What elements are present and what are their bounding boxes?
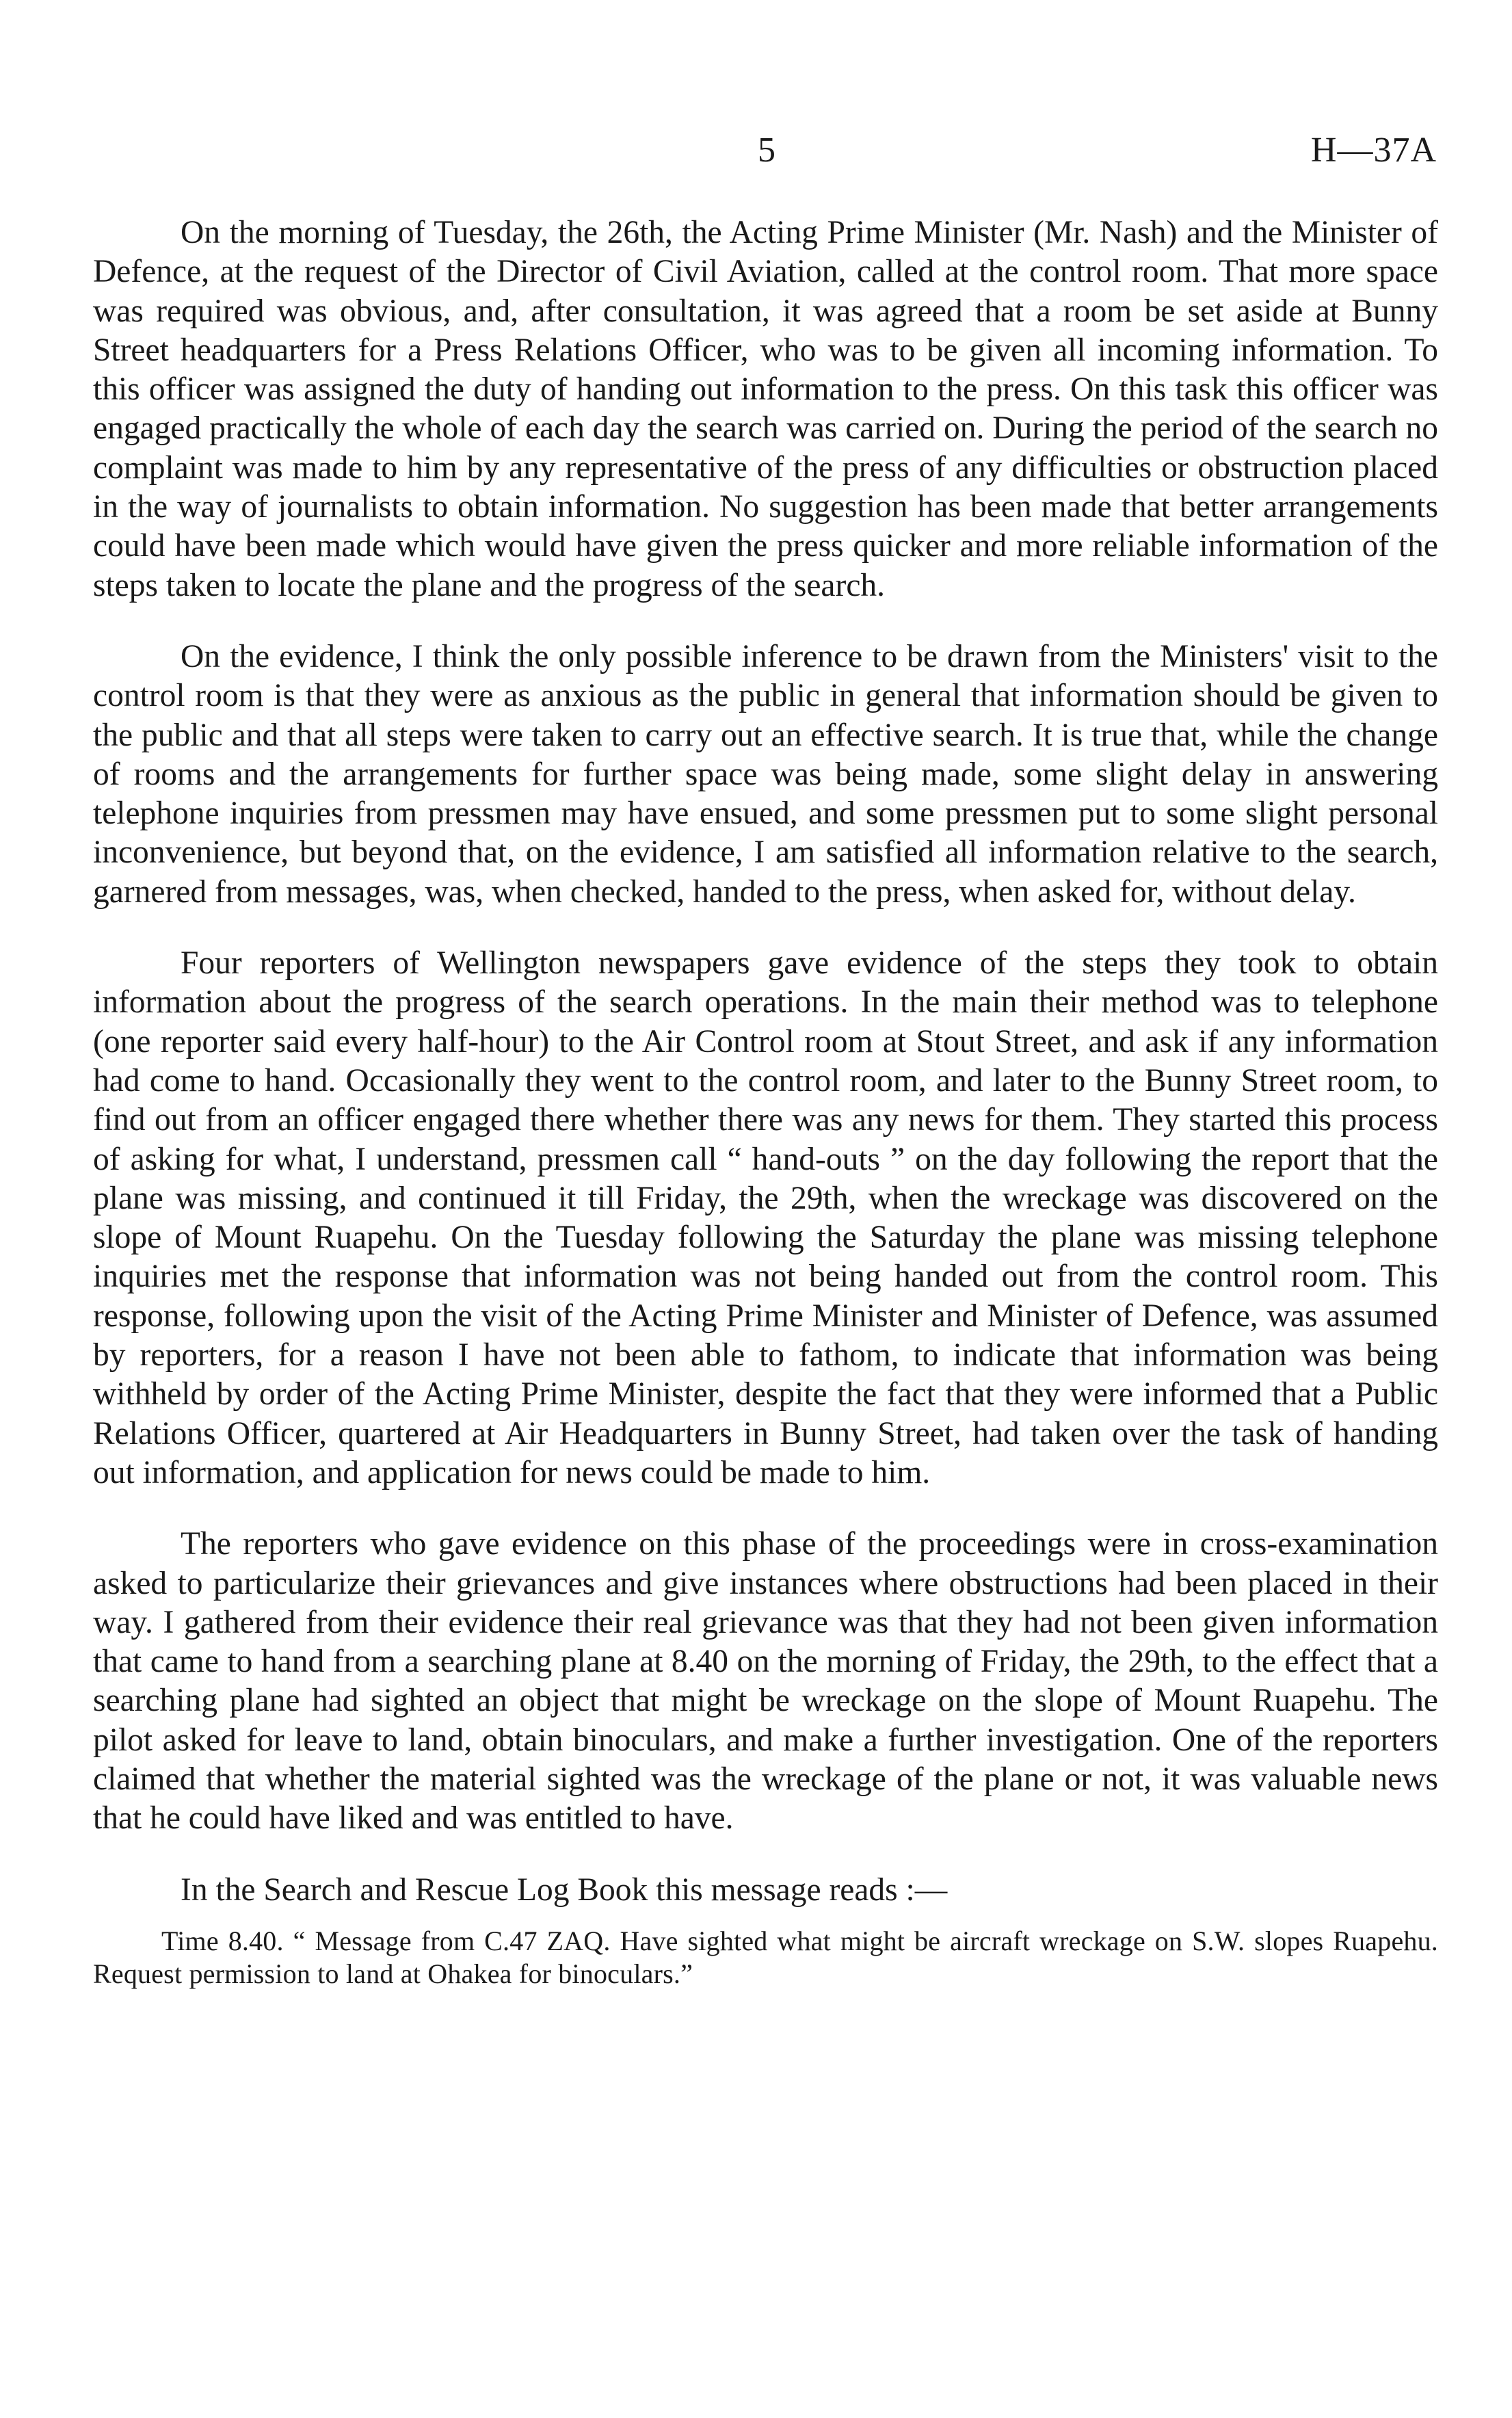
document-body xyxy=(93,213,1438,1990)
paragraph-reporters-evidence: Four reporters of Wellington newspapers gave evidence of the steps they took to obtain information about the progress of the search operations. In the main their method was to telephone (one reporter said every half-hour) to the Air Control room at Stout Street, and ask if any information had come to hand. Occasionally they went to the control room, and later to the Bunny Street room, to find out from an officer engaged there whether there was any news for them. They started this process of asking for what, I understand, pressmen call “ hand-outs ” on the day following the report that the plane was missing, and continued it till Friday, the 29th, when the wreckage was discovered on the slope of Mount Ruapehu. On the Tuesday following the Saturday the plane was missing telephone inquiries met the response that information was not being handed out from the control room. This response, following upon the visit of the Acting Prime Minister and Minister of Defence, was assumed by reporters, for a reason I have not been able to fathom, to indicate that information was being withheld by order of the Acting Prime Minister, despite the fact that they were informed that a Public Relations Officer, quartered at Air Headquarters in Bunny Street, had taken over the task of handing out information, and application for news could be made to him. xyxy=(93,945,1438,1490)
paragraph-reporters-grievance: The reporters who gave evidence on this phase of the proceedings were in cross-examination asked to particularize their grievances and give instances where obstructions had been placed in their way. I gathered from their evidence their real grievance was that they had not been given information that came to hand from a searching plane at 8.40 on the morning of Friday, the 29th, to the effect that a searching plane had sighted an object that might be wreckage on the slope of Mount Ruapehu. The pilot asked for leave to land, obtain binoculars, and make a further investigation. One of the reporters claimed that whether the material sighted was the wreckage of the plane or not, it was valuable news that he could have liked and was entitled to have. xyxy=(93,1526,1438,1837)
log-book-entry-quote: Time 8.40. “ Message from C.47 ZAQ. Have sighted what might be aircraft wreckage on S.W. slopes Ruapehu. Request permission to land at Ohakea for binoculars.” xyxy=(93,1925,1438,1989)
page-header xyxy=(0,130,1512,178)
paragraph-press-relations-officer: On the morning of Tuesday, the 26th, the Acting Prime Minister (Mr. Nash) and the Minister of Defence, at the request of the Director of Civil Aviation, called at the control room. That more space was required was obvious, and, after consultation, it was agreed that a room be set aside at Bunny Street headquarters for a Press Relations Officer, who was to be given all incoming information. To this officer was assigned the duty of handing out information to the press. On this task this officer was engaged practically the whole of each day the search was carried on. During the period of the search no complaint was made to him by any representative of the press of any difficulties or obstruction placed in the way of journalists to obtain information. No suggestion has been made that better arrangements could have been made which would have given the press quicker and more reliable information of the steps taken to locate the plane and the progress of the search. xyxy=(93,215,1438,603)
paragraph-ministers-visit: On the evidence, I think the only possible inference to be drawn from the Ministers' visit to the control room is that they were as anxious as the public in general that information should be given to the public and that all steps were taken to carry out an effective search. It is true that, while the change of rooms and the arrangements for further space was being made, some slight delay in answering telephone inquiries from pressmen may have ensued, and some pressmen put to some slight personal inconvenience, but beyond that, on the evidence, I am satisfied all information relative to the search, garnered from messages, was, when checked, handed to the press, when asked for, without delay. xyxy=(93,638,1438,910)
paragraph-log-book-intro: In the Search and Rescue Log Book this message reads :— xyxy=(181,1871,948,1908)
document-reference: H—37A xyxy=(1310,131,1437,170)
page-number: 5 xyxy=(758,131,776,170)
